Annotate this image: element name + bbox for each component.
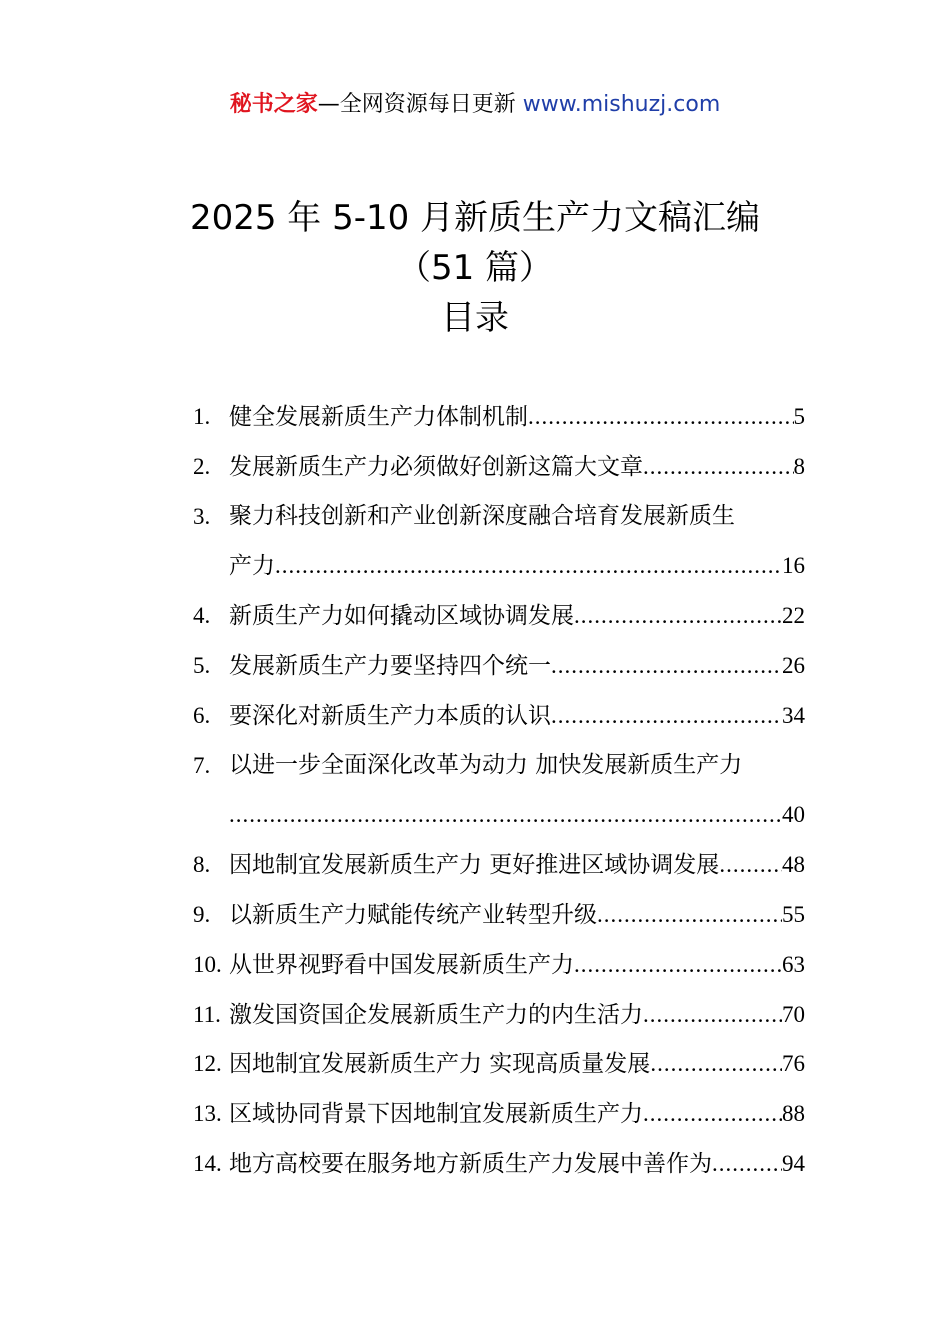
toc-entry-title: 因地制宜发展新质生产力 更好推进区域协调发展 xyxy=(229,852,720,879)
toc-entry[interactable] xyxy=(193,442,805,492)
toc-entry-page: 5 xyxy=(793,404,805,429)
document-count: （51 篇） xyxy=(396,248,554,288)
toc-dot-leader xyxy=(650,1039,782,1089)
toc-dot-leader xyxy=(528,392,794,442)
toc-entry-page: 76 xyxy=(782,1051,805,1077)
toc-entry-title: 以新质生产力赋能传统产业转型升级 xyxy=(229,901,597,928)
toc-entry-page: 22 xyxy=(782,603,805,629)
toc-entry-title: 新质生产力如何撬动区域协调发展 xyxy=(229,603,574,630)
toc-entry-index: 11. xyxy=(193,1001,221,1027)
toc-entry-page: 88 xyxy=(782,1101,805,1127)
toc-entry-title: 激发国资国企发展新质生产力的内生活力 xyxy=(229,1001,643,1028)
toc-entry-page: 70 xyxy=(782,1001,805,1027)
toc-entry-index: 9. xyxy=(193,901,211,927)
toc-entry-page: 34 xyxy=(782,702,805,728)
toc-entry-page: 55 xyxy=(782,901,805,927)
toc-entry[interactable] xyxy=(193,1089,805,1139)
toc-entry-page: 16 xyxy=(782,553,805,579)
toc-entry-page: 63 xyxy=(782,951,805,977)
toc-dot-leader xyxy=(229,790,782,840)
toc-entry[interactable] xyxy=(193,392,805,442)
toc-entry-index: 12. xyxy=(193,1051,222,1077)
toc-entry-title: 健全发展新质生产力体制机制 xyxy=(229,404,528,430)
toc-entry-index: 1. xyxy=(193,404,211,429)
toc-entry-title: 地方高校要在服务地方新质生产力发展中善作为 xyxy=(229,1150,712,1177)
toc-entry-page: 8 xyxy=(793,453,805,479)
toc-heading: 目录 xyxy=(441,298,509,338)
toc-entry-index: 4. xyxy=(193,603,211,629)
toc-entry-index: 6. xyxy=(193,702,211,728)
toc-entry-index: 10. xyxy=(193,951,222,977)
banner-url[interactable]: www.mishuzj.com xyxy=(522,92,721,117)
site-banner xyxy=(0,88,950,122)
toc-entry-continuation[interactable] xyxy=(193,541,805,591)
toc-entry-index: 13. xyxy=(193,1101,222,1127)
toc-entry-title: 发展新质生产力要坚持四个统一 xyxy=(229,652,551,679)
toc-entry-index: 3. xyxy=(193,503,211,529)
toc-entry[interactable] xyxy=(193,641,805,691)
toc-entry-title-continued: 产力 xyxy=(229,553,275,580)
toc-dot-leader xyxy=(551,641,782,691)
toc-entry-title: 因地制宜发展新质生产力 实现高质量发展 xyxy=(229,1051,651,1078)
toc-entry-title: 从世界视野看中国发展新质生产力 xyxy=(229,951,574,978)
toc-entry[interactable] xyxy=(193,591,805,641)
toc-entry-title: 区域协同背景下因地制宜发展新质生产力 xyxy=(229,1101,643,1128)
toc-dot-leader xyxy=(643,442,794,492)
toc-dot-leader xyxy=(551,691,782,741)
toc-entry[interactable] xyxy=(193,1139,805,1189)
toc-dot-leader xyxy=(643,1089,782,1139)
toc-entry[interactable] xyxy=(193,990,805,1040)
toc-dot-leader xyxy=(597,890,782,940)
toc-dot-leader xyxy=(275,541,782,591)
toc-entry-title: 聚力科技创新和产业创新深度融合培育发展新质生 xyxy=(229,502,735,529)
banner-tagline: —全网资源每日更新 xyxy=(317,92,523,117)
toc-entry-index: 14. xyxy=(193,1150,222,1176)
toc-dot-leader xyxy=(574,940,782,990)
toc-entry-index: 2. xyxy=(193,453,211,479)
toc-entry[interactable] xyxy=(193,940,805,990)
toc-entry[interactable] xyxy=(193,691,805,741)
table-of-contents xyxy=(193,392,805,1189)
toc-entry-title: 以进一步全面深化改革为动力 加快发展新质生产力 xyxy=(229,751,743,778)
toc-entry-index: 8. xyxy=(193,852,211,878)
toc-entry-page: 26 xyxy=(782,652,805,678)
toc-entry[interactable] xyxy=(193,890,805,940)
toc-entry-page: 94 xyxy=(782,1150,805,1176)
toc-entry-page: 40 xyxy=(782,802,805,828)
toc-dot-leader xyxy=(574,591,782,641)
document-title: 2025 年 5-10 月新质生产力文稿汇编 xyxy=(189,198,761,238)
toc-entry[interactable] xyxy=(193,741,805,791)
banner-brand: 秘书之家 xyxy=(229,92,318,117)
toc-entry-title: 要深化对新质生产力本质的认识 xyxy=(229,702,551,729)
toc-entry-index: 5. xyxy=(193,652,211,678)
toc-entry-page: 48 xyxy=(782,852,805,878)
toc-entry-index: 7. xyxy=(193,752,211,778)
toc-entry[interactable] xyxy=(193,492,805,542)
toc-entry-continuation[interactable] xyxy=(193,790,805,840)
toc-dot-leader xyxy=(643,990,782,1040)
toc-entry[interactable] xyxy=(193,1039,805,1089)
toc-entry-title: 发展新质生产力必须做好创新这篇大文章 xyxy=(229,453,643,480)
toc-dot-leader xyxy=(719,840,782,890)
toc-dot-leader xyxy=(712,1139,782,1189)
toc-entry[interactable] xyxy=(193,840,805,890)
